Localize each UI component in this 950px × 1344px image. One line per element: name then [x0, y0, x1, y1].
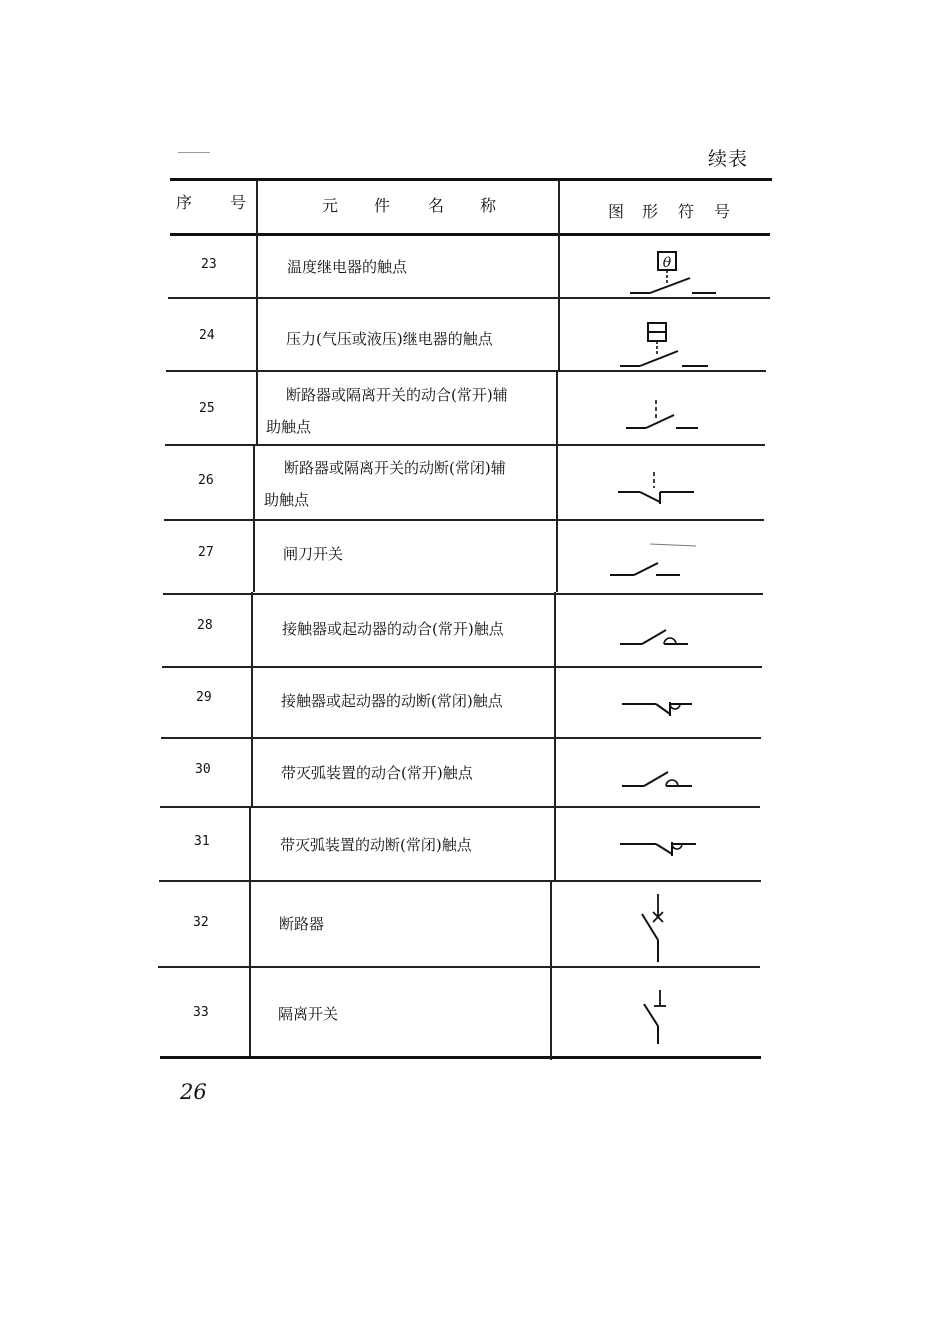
element-name: 断路器或隔离开关的动断(常闭)辅 [284, 459, 506, 477]
contactor-nc-contact-icon [620, 690, 700, 724]
header-symbol: 形 [642, 202, 659, 221]
knife-switch-icon [606, 536, 706, 582]
row-separator [165, 444, 765, 446]
row-number: 26 [198, 473, 214, 488]
contactor-no-contact-icon [618, 620, 698, 650]
aux-nc-contact-icon [614, 468, 704, 512]
row-number: 32 [193, 915, 209, 930]
header-symbol: 图 [608, 202, 625, 221]
row-separator [162, 666, 762, 668]
element-name: 带灭弧装置的动合(常开)触点 [281, 764, 473, 782]
header-name: 名 [428, 196, 445, 215]
row-separator [160, 806, 760, 808]
table-bottom-rule [160, 1056, 761, 1059]
header-bottom-rule [170, 233, 770, 236]
element-name: 温度继电器的触点 [287, 258, 408, 276]
column-divider-2 [558, 180, 560, 370]
temperature-relay-contact-icon [620, 246, 730, 300]
aux-no-contact-icon [622, 396, 712, 436]
disconnector-icon [632, 984, 682, 1050]
row-number: 30 [195, 762, 211, 777]
row-number: 28 [197, 618, 213, 633]
header-name: 件 [374, 196, 391, 215]
element-name: 隔离开关 [278, 1005, 339, 1023]
element-name: 助触点 [264, 491, 310, 509]
pressure-relay-contact-icon [612, 318, 722, 374]
element-name: 助触点 [266, 418, 312, 436]
column-divider-2 [550, 882, 552, 1060]
row-number: 23 [201, 257, 217, 272]
row-separator [164, 519, 764, 521]
scan-mark [178, 152, 210, 153]
element-name: 闸刀开关 [283, 545, 344, 563]
element-name: 断路器 [279, 915, 325, 933]
element-name: 压力(气压或液压)继电器的触点 [286, 330, 493, 348]
header-name: 元 [322, 196, 339, 215]
column-divider-2 [556, 370, 558, 592]
header-seq: 序 [176, 193, 193, 212]
continued-label: 续表 [708, 148, 749, 170]
row-number: 25 [199, 401, 215, 416]
arc-quench-no-contact-icon [620, 764, 700, 794]
header-symbol: 号 [714, 202, 731, 221]
element-name: 带灭弧装置的动断(常闭)触点 [280, 836, 472, 854]
header-symbol: 符 [678, 202, 695, 221]
column-divider-1 [251, 592, 253, 806]
header-name: 称 [480, 196, 497, 215]
row-number: 33 [193, 1005, 209, 1020]
row-number: 24 [199, 328, 215, 343]
row-number: 29 [196, 690, 212, 705]
arc-quench-nc-contact-icon [618, 832, 702, 864]
header-seq: 号 [230, 193, 247, 212]
element-name: 断路器或隔离开关的动合(常开)辅 [286, 386, 508, 404]
row-number: 31 [194, 834, 210, 849]
element-name: 接触器或起动器的动断(常闭)触点 [281, 692, 503, 710]
circuit-breaker-icon [630, 890, 680, 968]
column-divider-1 [249, 806, 251, 1056]
page-number: 26 [180, 1080, 207, 1104]
table-top-rule [170, 178, 772, 181]
element-name: 接触器或起动器的动合(常开)触点 [282, 620, 504, 638]
row-separator [163, 593, 763, 595]
row-number: 27 [198, 545, 214, 560]
row-separator [159, 880, 761, 882]
theta-label: θ [662, 255, 672, 271]
column-divider-1 [256, 180, 258, 296]
row-separator [161, 737, 761, 739]
